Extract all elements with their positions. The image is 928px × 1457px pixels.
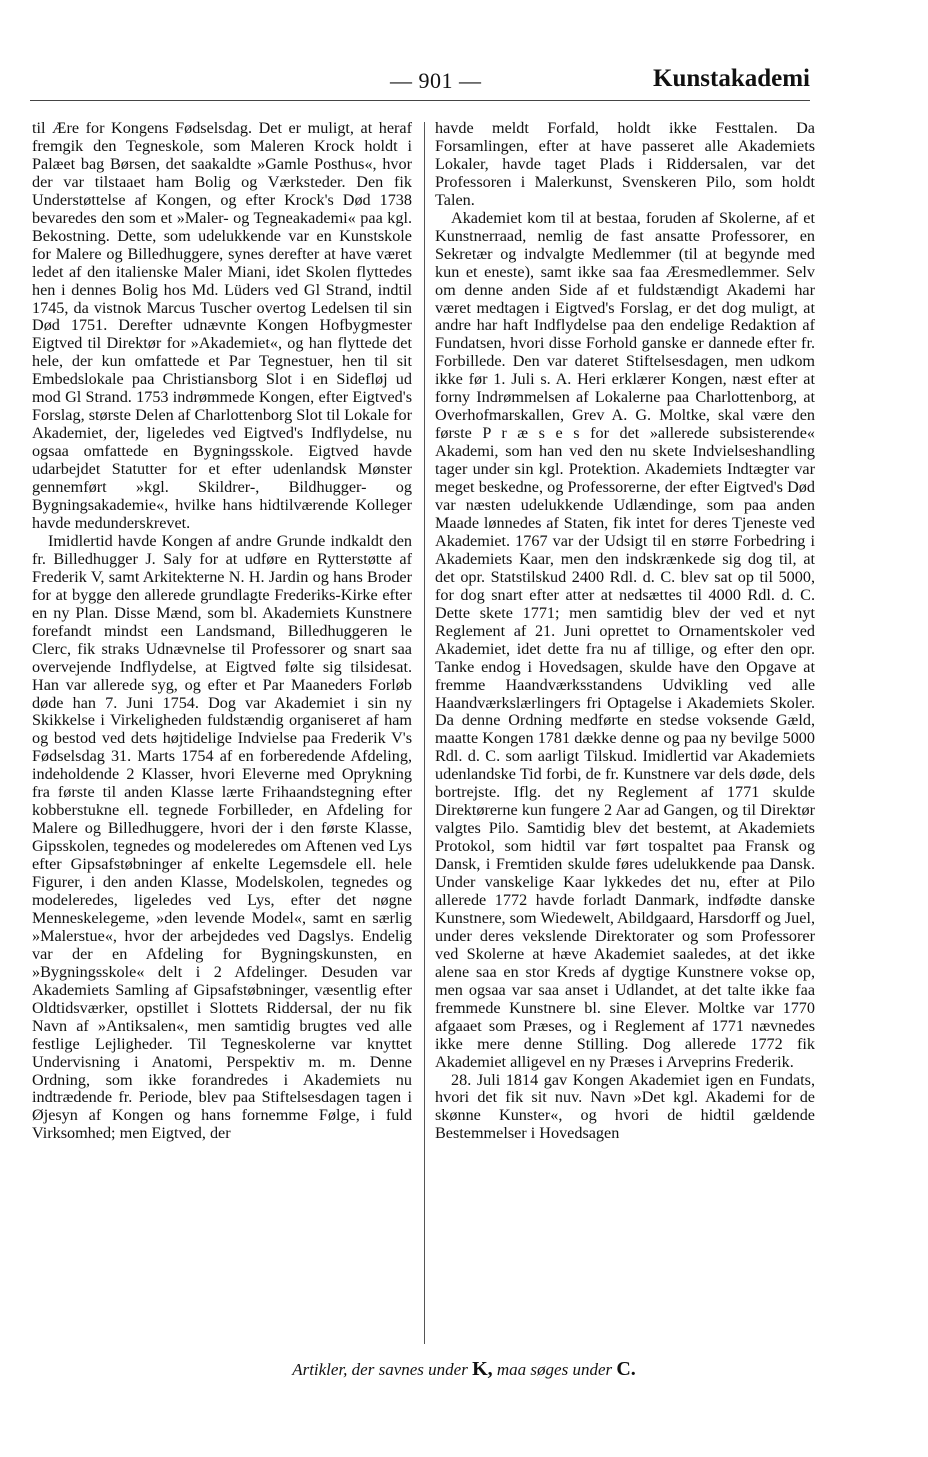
running-title: Kunstakademi [653,65,810,92]
right-paragraph-2: Akademiet kom til at bestaa, foruden af Skolerne, af et Kunstnerraad, nemlig de fast ansatte Professorer, en Sekretær og indvalgte Medlemmer (til at begynde med kun et eneste), samt ikke saa faa Æresmedlemmer. Selv om denne anden Side af et fuldstændigt Akademi har været medtagen i Eigtved's Forslag, er det dog muligt, at andre har haft Indflydelse paa den endelige Redaktion af Fundatsen, hvori disse Forhold ganske er dannede efter fr. Forbillede. Den var dateret Stiftelsesdagen, men udkom ikke før 1. Juli s. A. Heri erklærer Kongen, næst efter at forny Indrømmelsen af Lokalerne paa Charlottenborg, at Overhofmarskallen, Grev A. G. Moltke, skal være den første P r æ s e s for det »allerede subsisterende« Akademi, som han ved den nu skete Indvielseshandling tager under sin kgl. Protektion. Akademiets Indtægter var meget beskedne, og Professorerne, der efter Eigtved's Død var næsten udelukkende Udlændinge, som paa anden Maade lønnedes af Staten, fik intet for deres Tjeneste ved Akademiet. 1767 var der Udsigt til en større Forbedring i Akademiets Kaar, men den indskrænkede sig dog til, at det opr. Statstilskud 2400 Rdl. d. C. blev sat op til 5000, for dog snart efter atter at nedsættes til 4000 Rdl. d. C. Dette skete 1771; men samtidig blev der ved et nyt Reglement af 21. Juni oprettet to Ornamentskoler ved Akademiet, idet dette fra nu af tillige, og efter den opr. Tanke endog i Hovedsagen, skulde have den Opgave at fremme Haandværksstandens Udvikling ved alle Haandværkslærlingers fri Optagelse i Akademiets Skoler. Da denne Ordning medførte en stedse voksende Gæld, maatte Kongen 1781 dække denne og paa ny bevilge 5000 Rdl. d. C. som aarligt Tilskud. Imidlertid var Akademiets udenlandske Tid forbi, de fr. Kunstnere var dels døde, dels bortrejste. Iflg. det ny Reglement af 1771 skulde Direktørerne kun fungere 2 Aar ad Gangen, og til Direktør valgtes Pilo. Samtidig blev det bestemt, at Akademiets Protokol, som hidtil var ført tospaltet paa Fransk og Dansk, i Fremtiden skulde føres udelukkende paa Dansk. Under vanskelige Kaar lykkedes det nu, efter at Pilo allerede 1772 havde forladt Danmark, indfødte danske Kunstnere, som Wiedewelt, Abildgaard, Harsdorff og Juel, under deres vekslende Direktorater og som Professorer ved Skolerne at hæve Akademiet saaledes, at det ikke alene saa en stor Kreds af dygtige Kunstnere vokse op, men ogsaa var saa anset i Udlandet, at det talte ikke faa fremmede Kunstnere bl. sine Elever. Moltke var 1770 afgaaet som Præses, og i Reglement af 1771 nævnedes ikke mere denne Stilling. Dog allerede 1772 fik Akademiet alligevel en ny Præses i Arveprins Frederik. [435,208,815,1071]
left-paragraph-2: Imidlertid havde Kongen af andre Grunde indkaldt den fr. Billedhugger J. Saly for at udføre en Rytterstøtte af Frederik V, samt Arkitekterne N. H. Jardin og hans Broder for at bygge den allerede grundlagte Frederiks-Kirke efter en ny Plan. Disse Mænd, som bl. Akademiets Kunstnere forefandt mindst een Landsmand, Billedhuggeren le Clerc, fik straks Udnævnelse til Professorer og snart saa overvejende Indflydelse, at Eigtved følte sig tilsidesat. Han var allerede syg, og efter et Par Maaneders Forløb døde han 7. Juni 1754. Dog var Akademiet i sin ny Skikkelse i Virkeligheden fuldstændig organiseret af ham og bestod ved dets højtidelige Indvielse paa Frederik V's Fødselsdag 31. Marts 1754 af en forberedende Afdeling, indeholdende 2 Klasser, hvori Eleverne med Oprykning fra første til anden Klasse lærte Frihaandstegning efter kobberstukne ell. tegnede Forbilleder, en Afdeling for Malere og Billedhuggere, hvori der i den første Klasse, Gipsskolen, tegnedes og modeleredes om Aftenen ved Lys efter Gipsafstøbninger af enkelte Legemsdele ell. hele Figurer, i den anden Klasse, Modelskolen, tegnedes og modeleredes, ligeledes ved Lys, efter det nøgne Menneskelegeme, »den levende Model«, samt en særlig »Malerstue«, hvor der arbejdedes ved Dagslys. Endelig var der en Afdeling for Bygningskunsten, en »Bygningsskole« delt i 2 Afdelinger. Desuden var Akademiets Samling af Gipsafstøbninger, væsentlig efter Oldtidsværker, opstillet i Slottets Riddersal, der nu fik Navn af »Antiksalen«, men samtidig brugtes ved alle festlige Lejligheder. Til Tegneskolerne var knyttet Undervisning i Anatomi, Perspektiv m. m. Denne Ordning, som ikke forandredes i Akademiets nu indtrædende fr. Periode, blev paa Stiftelsesdagen tagen i Øjesyn af Kongen og hans fornemme Følge, i fuld Virksomhed; men Eigtved, der [32,531,412,1143]
page-number: — 901 — [390,68,482,93]
page-header [30,62,810,98]
left-paragraph-1: til Ære for Kongens Fødselsdag. Det er muligt, at heraf fremgik den Tegneskole, som Maleren Krock holdt i Palæet bag Børsen, det saakaldte »Gamle Posthus«, hvor der var tilstaaet ham Bolig og Værksteder. Den fik Understøttelse af Kongen, og efter Krock's Død 1738 bevaredes den som et »Maler- og Tegneakademi« paa kgl. Bekostning. Dette, som udelukkende var en Kunstskole for Malere og Billedhuggere, synes derefter at have været ledet af den italienske Maler Miani, idet Skolen flyttedes hen i dennes Bolig hos Md. Lüders ved Gl Strand, indtil 1745, da vistnok Marcus Tuscher overtog Ledelsen til sin Død 1751. Derefter udnævnte Kongen Hofbygmester Eigtved til Direktør for »Akademiet«, og han flyttede det hele, der kun omfattede et Par Tegnestuer, hen til sit Embedslokale paa Christiansborg Slot i en Sidefløj ud mod Gl Strand. 1753 indrømmede Kongen, efter Eigtved's Forslag, største Delen af Charlottenborg Slot til Lokale for Akademiet, der, ligeledes ved Eigtved's Indflydelse, nu ogsaa omfattede en Bygningsskole. Eigtved havde udarbejdet Statutter for et efter udenlandsk Mønster gennemført »kgl. Skildrer-, Bildhugger- og Bygningsakademie«, hvilke hans hidtilværende Kolleger havde medunderskrevet. [32,119,412,532]
footer-text-before: Artikler, der savnes under [292,1360,473,1379]
header-rule [30,100,810,101]
column-divider [424,122,425,1344]
right-paragraph-3: 28. Juli 1814 gav Kongen Akademiet igen en Fundats, hvori det fik sit nuv. Navn »Det kgl. Akademi for de skønne Kunster«, og hvori de hidtil gældende Bestemmelser i Hovedsagen [435,1070,815,1143]
right-column [435,120,815,1143]
footer-note [0,1358,928,1381]
left-column [32,120,412,1143]
footer-text-middle: maa søges under [492,1360,617,1379]
footer-letter-k: K, [472,1358,493,1380]
footer-letter-c: C. [616,1358,636,1380]
right-paragraph-1: havde meldt Forfald, holdt ikke Festtalen. Da Forsamlingen, efter at have passeret alle Akademiets Lokaler, havde taget Plads i Riddersalen, var det Professoren i Malerkunst, Svenskeren Pilo, som holdt Talen. [435,119,815,209]
